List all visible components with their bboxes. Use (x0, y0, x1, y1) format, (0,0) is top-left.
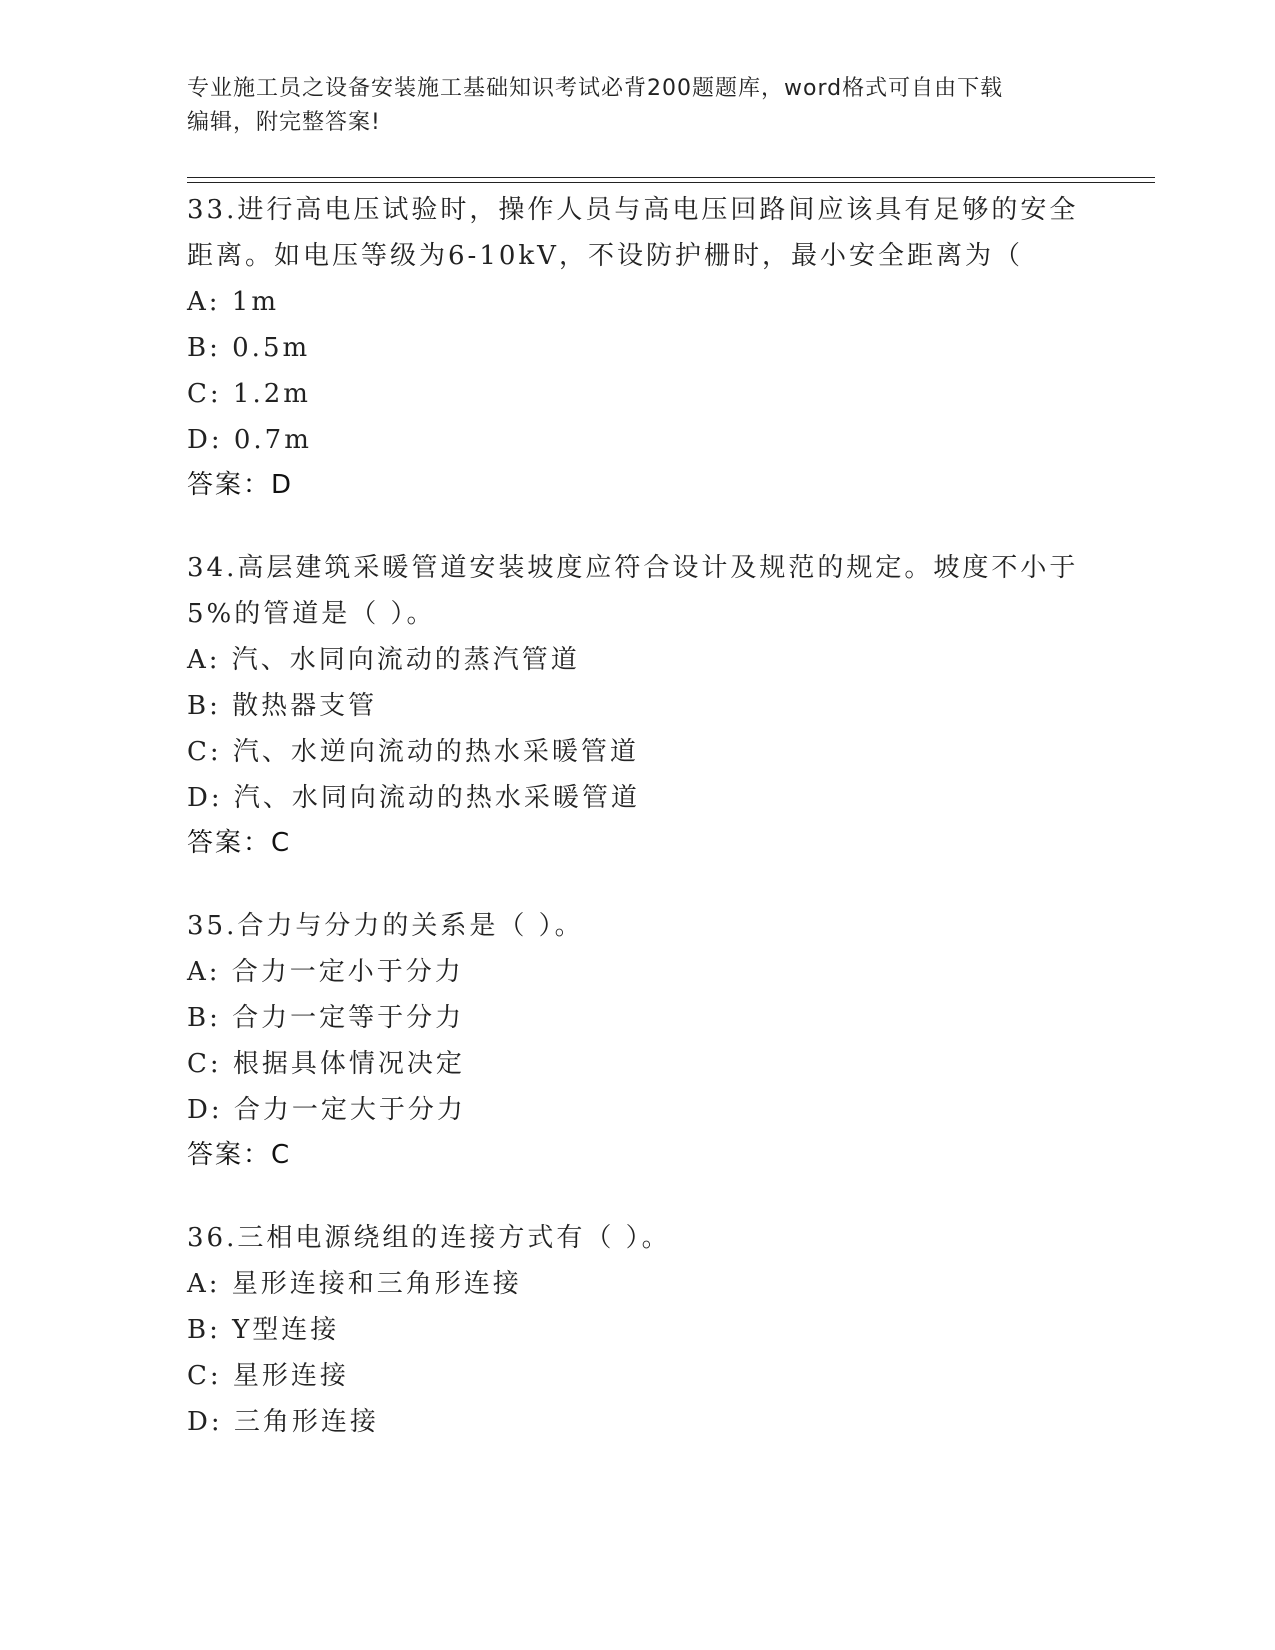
option-a: A: 星形连接和三角形连接 (187, 1269, 522, 1299)
option-c: C: 星形连接 (187, 1361, 349, 1391)
option-a: A: 汽、水同向流动的蒸汽管道 (187, 645, 580, 675)
answer: 答案：C (187, 1140, 292, 1170)
question-34 (187, 545, 1087, 865)
header-divider-bottom (187, 182, 1155, 183)
option-a: A: 合力一定小于分力 (187, 957, 464, 987)
question-36 (187, 1215, 1087, 1445)
question-33 (187, 187, 1087, 507)
answer: 答案：D (187, 470, 294, 500)
header-divider-top (187, 177, 1155, 178)
answer: 答案：C (187, 828, 292, 858)
question-stem: 34.高层建筑采暖管道安装坡度应符合设计及规范的规定。坡度不小于 (187, 553, 1079, 583)
option-b: B: 0.5m (187, 333, 311, 363)
option-a: A: 1m (187, 287, 279, 317)
option-d: D: 合力一定大于分力 (187, 1095, 466, 1125)
question-35 (187, 903, 1087, 1177)
option-b: B: Y型连接 (187, 1315, 340, 1345)
question-stem: 35.合力与分力的关系是（ ）。 (187, 911, 584, 941)
document-header (187, 72, 1067, 140)
question-list (187, 187, 1087, 1483)
option-b: B: 散热器支管 (187, 691, 378, 721)
option-d: D: 汽、水同向流动的热水采暖管道 (187, 783, 640, 813)
option-d: D: 0.7m (187, 425, 312, 455)
header-line-1: 专业施工员之设备安装施工基础知识考试必背200题题库，word格式可自由下载 (187, 76, 1004, 101)
option-c: C: 根据具体情况决定 (187, 1049, 465, 1079)
option-b: B: 合力一定等于分力 (187, 1003, 465, 1033)
question-stem: 33.进行高电压试验时，操作人员与高电压回路间应该具有足够的安全 (187, 195, 1079, 225)
question-stem: 36.三相电源绕组的连接方式有（ ）。 (187, 1223, 671, 1253)
question-stem-continued: 距离。如电压等级为6-10kV，不设防护栅时，最小安全距离为（ (187, 241, 1023, 271)
option-d: D: 三角形连接 (187, 1407, 379, 1437)
question-stem-continued: 5%的管道是（ ）。 (187, 599, 436, 629)
option-c: C: 汽、水逆向流动的热水采暖管道 (187, 737, 639, 767)
option-c: C: 1.2m (187, 379, 311, 409)
header-line-2: 编辑，附完整答案! (187, 110, 381, 135)
